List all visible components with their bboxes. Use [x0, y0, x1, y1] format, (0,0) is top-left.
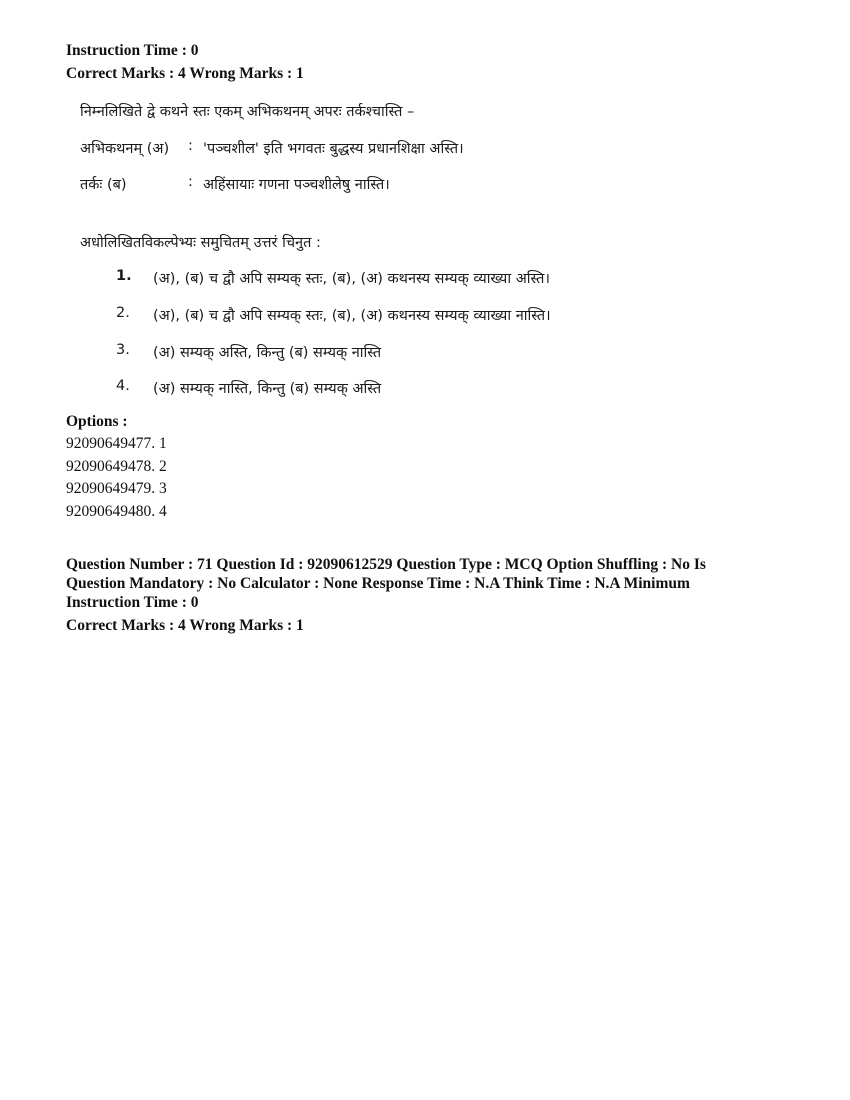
- marks-info: Correct Marks : 4 Wrong Marks : 1: [66, 65, 304, 82]
- reason-label: तर्कः (ब): [80, 177, 127, 193]
- assertion-separator: :: [188, 138, 193, 154]
- choice-text: (अ) सम्यक् नास्ति, किन्तु (ब) सम्यक् अस्ति: [153, 381, 382, 397]
- question-intro: निम्नलिखिते द्वे कथने स्तः एकम् अभिकथनम् अपरः तर्कश्चास्ति –: [80, 104, 415, 120]
- options-list: [66, 433, 167, 523]
- marks-info: Correct Marks : 4 Wrong Marks : 1: [66, 617, 304, 634]
- option-item: 92090649478. 2: [66, 457, 167, 475]
- option-item: 92090649477. 1: [66, 435, 167, 452]
- question-prompt: अधोलिखितविकल्पेभ्यः समुचितम् उत्तरं चिनुत :: [80, 235, 321, 251]
- question-meta-line: Question Mandatory : No Calculator : None Response Time : N.A Think Time : N.A Minimum: [66, 575, 690, 592]
- instruction-time: Instruction Time : 0: [66, 594, 199, 611]
- assertion-text: 'पञ्चशील' इति भगवतः बुद्धस्य प्रधानशिक्षा अस्ति।: [203, 141, 464, 157]
- choice-number: 3.: [116, 342, 130, 358]
- choice-number: 2.: [116, 305, 130, 321]
- choice-text: (अ), (ब) च द्वौ अपि सम्यक् स्तः, (ब), (अ) कथनस्य सम्यक् व्याख्या अस्ति।: [153, 271, 550, 287]
- choice-number: 1.: [116, 268, 132, 284]
- option-item: 92090649480. 4: [66, 502, 167, 520]
- reason-text: अहिंसायाः गणना पञ्चशीलेषु नास्ति।: [203, 177, 390, 193]
- choice-number: 4.: [116, 378, 130, 394]
- question-meta-line: Question Number : 71 Question Id : 92090612529 Question Type : MCQ Option Shuffling : No Is: [66, 556, 706, 573]
- assertion-label: अभिकथनम् (अ): [80, 141, 170, 157]
- option-item: 92090649479. 3: [66, 480, 167, 497]
- choice-text: (अ), (ब) च द्वौ अपि सम्यक् स्तः, (ब), (अ) कथनस्य सम्यक् व्याख्या नास्ति।: [153, 308, 551, 324]
- choice-text: (अ) सम्यक् अस्ति, किन्तु (ब) सम्यक् नास्ति: [153, 345, 382, 361]
- reason-separator: :: [188, 174, 193, 190]
- options-heading: Options :: [66, 413, 128, 430]
- instruction-time: Instruction Time : 0: [66, 42, 199, 59]
